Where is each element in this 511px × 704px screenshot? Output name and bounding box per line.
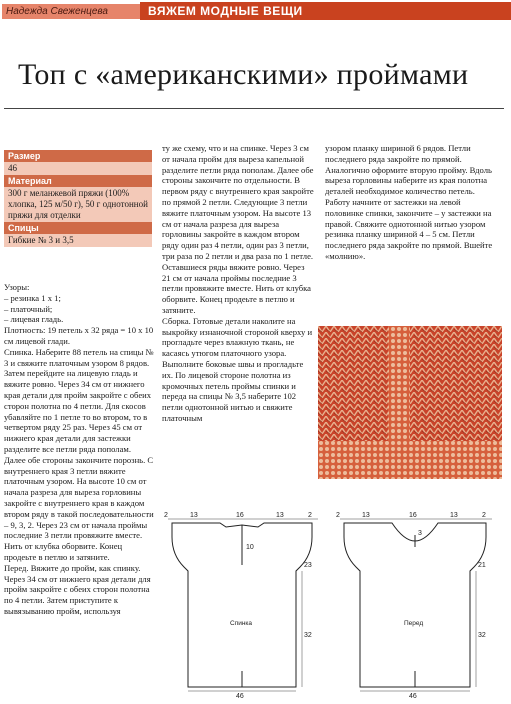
back-dim-side-lower: 32: [304, 632, 312, 639]
spec-label-needles: Спицы: [4, 222, 152, 234]
series-title: ВЯЖЕМ МОДНЫЕ ВЕЩИ: [140, 2, 511, 20]
knit-sample-photo: [318, 326, 502, 479]
back-dim-top-2: 13: [190, 512, 198, 519]
front-dim-side-upper: 21: [478, 562, 486, 569]
back-dim-top-3: 16: [236, 512, 244, 519]
back-dim-top-5: 2: [308, 512, 312, 519]
front-dim-neck: 3: [418, 530, 422, 537]
front-dim-top-5: 2: [482, 512, 486, 519]
spec-value-material: 300 г меланжевой пряжи (100% хлопка, 125 м/50 г), 50 г однотонной пряжи для отделки: [4, 187, 152, 222]
front-piece: [344, 523, 486, 687]
text-column-1: Узоры: – резинка 1 х 1; – платочный; – лицевая гладь. Плотность: 19 петель х 32 ряда = 10 х 10 см лицевой глади. Спинка. Наберите 88 петель на спицы № 3 и свяжите платочным узором 8 рядов. Затем перейдите на лицевую гладь и вяжите ровно. Через 34 см от нижнего края детали для пройм закройте с обеих сторон полотна по 4 петли. Для скосов убавляйте по 1 петле то во втором, то в четвертом ряду 25 раз. Через 45 см от нижнего края детали для застежки разделите все петли ряда пополам. Далее обе стороны закончите порознь. С внутреннего края 3 петли вяжите платочным узором. На высоте 10 см от начала разреза для выреза горловины закройте с внутреннего края в каждом втором ряду в такой последовательности – 9, 3, 2. Через 23 см от начала проймы последние 3 петли провяжите вместе. Нить от клубка оборвите. Конец продеьте в петлю и затяните. Перед. Вяжите до пройм, как спинку. Через 34 см от нижнего края детали для пройм закройте с обеих сторон полотна по 4 петли. Затем приступите к вывязыванию пройм, используя: [4, 282, 154, 616]
page-header: [0, 0, 511, 22]
text-column-2: ту же схему, что и на спинке. Через 3 см от начала пройм для выреза капельной разделите петли ряда пополам. Далее обе стороны закончите по отдельности. В первом ряду с внутреннего края закройте по прямой 2 петли. Следующие 3 петли вяжите платочным узором. На высоте 13 см от начала разреза для выреза горловины закройте в каждом втором ряду один раз 4 петли, один раз 3 петли, три раза по 2 петли и два раза по 1 петле. Оставшиеся ряды вяжите ровно. Через 21 см от начала проймы последние 3 петли провяжите вместе. Нить от клубка оборвите. Конец продеьте в петлю и затяните. Сборка. Готовые детали наколите на выкройку изнаночной стороной кверху и прогладьте через влажную ткань, не касаясь утюгом платочного узора. Выполните боковые швы и прогладьте их. По лицевой стороне полотна из кромочных петель проймы спинки и переда на спицы № 3,5 наберите 102 петли однотонной нитью и свяжите платочным: [162, 143, 314, 423]
title-divider: [4, 108, 504, 109]
back-dim-side-upper: 23: [304, 562, 312, 569]
spec-box: [4, 150, 152, 247]
spec-label-material: Материал: [4, 175, 152, 187]
front-dim-top-2: 13: [362, 512, 370, 519]
back-dim-top-1: 2: [164, 512, 168, 519]
front-dim-top-1: 2: [336, 512, 340, 519]
back-piece: [172, 523, 312, 687]
spec-value-size: 46: [4, 162, 152, 175]
article-title: Топ с «американскими» проймами: [18, 58, 469, 91]
front-dim-top-4: 13: [450, 512, 458, 519]
front-dim-top-3: 16: [409, 512, 417, 519]
back-dim-slit: 10: [246, 544, 254, 551]
front-label: Перед: [404, 620, 424, 627]
back-label: Спинка: [230, 620, 253, 627]
front-dim-side-lower: 32: [478, 632, 486, 639]
pattern-diagram: [158, 505, 504, 699]
back-dim-top-4: 13: [276, 512, 284, 519]
author-name: Надежда Свеженцева: [2, 4, 142, 19]
spec-label-size: Размер: [4, 150, 152, 162]
front-dim-bottom: 46: [409, 693, 417, 699]
back-dim-bottom: 46: [236, 693, 244, 699]
spec-value-needles: Гибкие № 3 и 3,5: [4, 234, 152, 247]
text-column-3: узором планку шириной 6 рядов. Петли последнего ряда закройте по прямой. Аналогично оформите вторую пройму. Вдоль выреза горловины наберите из края полотна деталей необходимое количество петель. Работу начните от застежки на левой половинке спинки, закончите – у застежки на правой. Свяжите однотонной нитью узором резинка планку шириной 4 – 5 см. Петли последнего ряда закройте по прямой. Вшейте «молнию».: [325, 143, 493, 261]
